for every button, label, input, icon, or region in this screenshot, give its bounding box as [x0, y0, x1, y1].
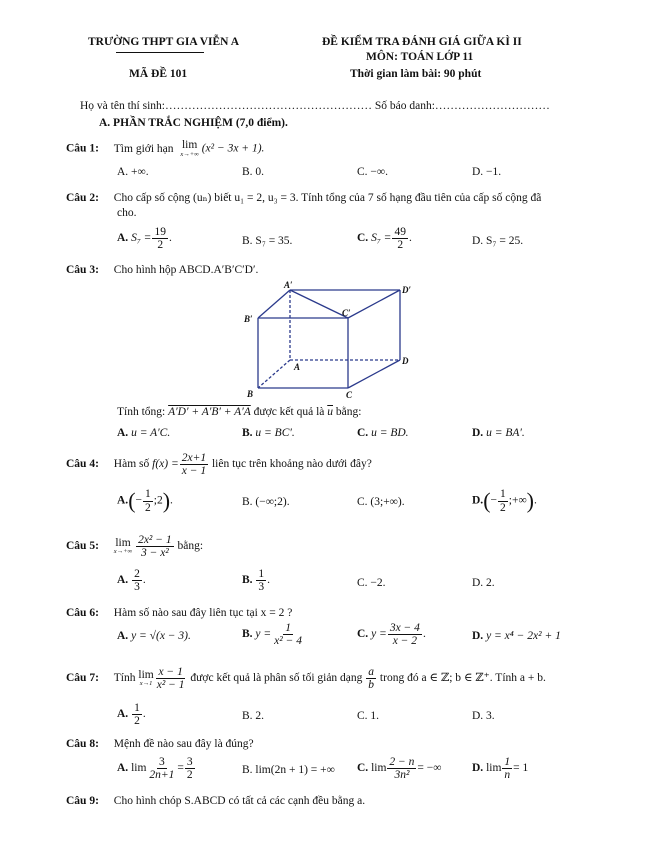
exam-code: MÃ ĐỀ 101: [129, 68, 188, 80]
question-text: Mệnh đề nào sau đây là đúng?: [113, 738, 254, 750]
section-title: A. PHẦN TRẮC NGHIỆM (7,0 điểm).: [99, 117, 288, 129]
vertex-label: D′: [402, 285, 412, 295]
q6-option-c[interactable]: C. y = $\frac{3x - 4}{x - 2}$ .: [357, 622, 426, 648]
option-letter: B.: [242, 574, 253, 587]
fraction-num: 1: [285, 622, 291, 634]
interval-tail: ;+∞: [508, 494, 527, 507]
option-letter: C.: [357, 628, 369, 641]
limit-op: lim: [371, 762, 387, 775]
option-value: y = x⁴ − 2x² + 1: [486, 630, 561, 642]
option-value: u = BC′.: [255, 427, 295, 439]
fraction-num: x − 1: [158, 666, 183, 678]
fraction-num: 2: [134, 568, 140, 580]
option-value: u = BA′.: [486, 427, 525, 439]
vector-sum: A′D′ + A′B′ + A′A: [168, 406, 251, 418]
fraction-num: 2 − n: [389, 756, 415, 768]
fraction-den: x² − 1: [156, 679, 185, 692]
fraction: [136, 534, 174, 559]
fraction-den: 2: [500, 501, 506, 514]
q8-option-a[interactable]: [117, 756, 196, 781]
question-text-mid: được kết quả là phân số tối giản dạng: [190, 672, 363, 685]
fraction-den: 2: [134, 715, 140, 728]
fraction-num: 2x² − 1: [138, 534, 172, 546]
question-text: Hàm số nào sau đây liên tục tại x = 2 ?: [113, 607, 293, 619]
limit-op: lim: [115, 536, 131, 549]
question-label: Câu 9:: [66, 795, 99, 807]
option-letter: C.: [357, 427, 369, 439]
option-letter: D.: [472, 427, 484, 439]
option-letter: A.: [117, 574, 129, 587]
option-lhs: S₇ =: [371, 232, 392, 245]
fraction: [132, 702, 142, 727]
q5-option-b[interactable]: B. $\frac{1}{3}$ .: [242, 568, 271, 594]
option-letter: D.: [472, 630, 484, 642]
interval-tail: ;2: [153, 494, 163, 507]
q7-option-d[interactable]: D. 3.: [472, 710, 495, 722]
q6-option-d[interactable]: [472, 630, 561, 642]
fraction: [272, 622, 304, 647]
parallelepiped-figure: [230, 280, 430, 402]
limit-op: lim: [131, 762, 147, 775]
question-text: Tính: [113, 672, 136, 685]
option-value: u = A′C.: [131, 427, 171, 439]
option-letter: A.: [117, 494, 129, 507]
q4-option-a[interactable]: A.(− $\frac{1}{2}$ ;2).: [117, 488, 173, 514]
fraction: [502, 756, 512, 781]
header-divider: [116, 52, 204, 53]
subject: MÔN: TOÁN LỚP 11: [366, 51, 474, 63]
fraction-num: 3x − 4: [389, 622, 420, 634]
fraction-den: 2n+1: [149, 769, 175, 782]
limit: [138, 670, 153, 688]
question-text-tail: trong đó a ∈ ℤ; b ∈ ℤ⁺. Tính a + b.: [379, 672, 546, 685]
question-4: [66, 452, 372, 477]
question-text: Hàm số: [113, 458, 150, 471]
fraction-den: 3: [134, 581, 140, 594]
fraction-den: n: [504, 769, 511, 782]
q2-option-d[interactable]: D. S₇ = 25.: [472, 235, 524, 247]
vertex-label: A: [294, 362, 301, 372]
limit-expression: (x² − 3x + 1).: [201, 142, 265, 155]
option-lhs: y =: [371, 628, 387, 641]
q7-option-b[interactable]: B. 2.: [242, 710, 265, 722]
q3-option-b[interactable]: [242, 427, 295, 439]
q8-option-b[interactable]: B. lim(2n + 1) = +∞: [242, 764, 335, 776]
question-3: [66, 264, 258, 276]
fraction: [155, 666, 187, 691]
question-text: Cho hình hộp ABCD.A′B′C′D′.: [113, 264, 259, 276]
question-label: Câu 8:: [66, 738, 99, 750]
edge-diag: [290, 290, 348, 318]
limit-sub: x→+∞: [180, 150, 199, 158]
option-letter: D.: [472, 762, 484, 775]
option-letter: A.: [117, 762, 129, 775]
limit: [114, 538, 132, 556]
fraction-num: 19: [154, 226, 166, 238]
fraction-den: 2: [397, 239, 404, 252]
limit-op: lim: [181, 139, 198, 151]
vector-u: $\overline{u}$: [327, 406, 333, 418]
vertex-label: B′: [244, 314, 253, 324]
q7-option-c[interactable]: C. 1.: [357, 710, 380, 722]
question-text: Cho cấp số cộng (uₙ) biết u₁ = 2, u₃ = 3. Tính tổng của 7 số hạng đầu tiên của cấp số cộng đã: [113, 192, 542, 204]
q1-option-b[interactable]: B. 0.: [242, 166, 265, 178]
function-lhs: f(x) =: [152, 458, 179, 471]
fraction-num: 1: [134, 702, 140, 714]
question-6: [66, 607, 292, 619]
fraction: [387, 756, 416, 781]
option-letter: A.: [117, 708, 129, 721]
q8-option-c[interactable]: [357, 756, 441, 781]
limit-op: lim: [138, 668, 154, 681]
q5-option-d[interactable]: D. 2.: [472, 577, 495, 589]
fraction: [256, 568, 266, 593]
option-value: u = BD.: [371, 427, 409, 439]
question-label: Câu 2:: [66, 192, 99, 204]
fraction-num: a: [368, 666, 375, 678]
option-letter: A.: [117, 630, 129, 642]
question-label: Câu 1:: [66, 142, 99, 155]
q1-option-d[interactable]: D. −1.: [472, 166, 502, 178]
option-letter: A.: [117, 427, 129, 439]
q3-option-d[interactable]: [472, 427, 525, 439]
fraction: [132, 568, 142, 593]
question-label: Câu 3:: [66, 264, 99, 276]
fraction-den: x − 1: [181, 465, 207, 478]
option-letter: C.: [357, 232, 369, 245]
paren: (: [483, 488, 491, 513]
q3-option-c[interactable]: [357, 427, 409, 439]
fraction-den: 3 − x²: [140, 547, 169, 560]
fraction: [388, 622, 422, 647]
fraction: [143, 488, 153, 513]
question-text: Tìm giới hạn: [113, 142, 174, 155]
fraction: [180, 452, 208, 477]
question-7: [66, 666, 546, 691]
question-1: [66, 140, 264, 158]
question-label: Câu 4:: [66, 458, 99, 471]
limit: [180, 140, 198, 158]
fraction-num: 2x+1: [181, 452, 207, 464]
fraction: [152, 226, 168, 251]
fraction: [498, 488, 508, 513]
paren: ): [162, 488, 171, 513]
limit-sub: x→1: [139, 680, 153, 688]
limit-op: lim: [486, 762, 502, 775]
paren: ): [526, 488, 534, 513]
vertex-label: A′: [284, 280, 293, 290]
question-label: Câu 5:: [66, 540, 99, 553]
vertex-label: B: [247, 389, 254, 399]
q6-option-b[interactable]: [242, 622, 305, 647]
option-letter: B.: [242, 427, 253, 439]
exam-title: ĐỀ KIỂM TRA ĐÁNH GIÁ GIỮA KÌ II: [322, 36, 522, 48]
fraction: [147, 756, 176, 781]
limit-tail: = 1: [513, 762, 529, 775]
question-text-tail: liên tục trên khoảng nào dưới đây?: [211, 458, 372, 471]
sum-result-text: được kết quả là: [253, 406, 325, 418]
fraction-num: 3: [159, 756, 165, 768]
fraction-den: 3n²: [394, 769, 410, 782]
option-lhs: y =: [255, 628, 272, 641]
question-label: Câu 7:: [66, 672, 99, 685]
student-info-line: Họ và tên thí sinh:……………………………………………… Số báo danh:…………………………: [80, 100, 550, 112]
q2-option-b[interactable]: B. S₇ = 35.: [242, 235, 293, 247]
question-3-sum: [117, 406, 361, 418]
paren: (: [128, 488, 136, 513]
limit-sub: x→+∞: [113, 548, 133, 556]
fraction: [366, 666, 376, 691]
fraction-num: 49: [394, 226, 406, 238]
question-2: [66, 190, 541, 204]
option-letter: D.: [472, 494, 484, 507]
question-5: [66, 534, 203, 559]
q1-option-a[interactable]: A. +∞.: [117, 166, 149, 178]
q2-option-c[interactable]: C. S₇ = $\frac{49}{2}$ .: [357, 226, 412, 252]
fraction-den: 2: [157, 239, 164, 252]
equals: =: [177, 762, 184, 775]
q1-option-c[interactable]: C. −∞.: [357, 166, 388, 178]
option-value: y = √(x − 3).: [131, 630, 191, 642]
q5-option-a[interactable]: A. $\frac{2}{3}$ .: [117, 568, 146, 594]
q4-option-d[interactable]: D.(− $\frac{1}{2}$ ;+∞).: [472, 488, 537, 514]
fraction-num: 1: [500, 488, 506, 501]
exam-time: Thời gian làm bài: 90 phút: [350, 68, 482, 80]
fraction-den: 2: [186, 769, 193, 782]
fraction-den: 3: [258, 581, 265, 594]
q6-option-a[interactable]: [117, 630, 191, 642]
vertex-label: C: [346, 390, 353, 400]
sum-label: Tính tổng:: [117, 406, 166, 418]
question-8: [66, 738, 254, 750]
school-name: TRƯỜNG THPT GIA VIỄN A: [88, 36, 240, 48]
q3-option-a[interactable]: [117, 427, 170, 439]
vertex-label: C′: [342, 308, 351, 318]
question-text: Cho hình chóp S.ABCD có tất cả các cạnh đều bằng a.: [113, 795, 366, 807]
limit-tail: = −∞: [417, 762, 442, 775]
fraction-den: x − 2: [392, 635, 418, 648]
q4-option-b[interactable]: B. (−∞;2).: [242, 496, 290, 508]
option-letter: A.: [117, 232, 129, 245]
question-2-cont: cho.: [117, 207, 137, 219]
option-letter: B.: [242, 628, 253, 641]
fraction: [392, 226, 408, 251]
q4-option-c[interactable]: C. (3;+∞).: [357, 496, 405, 508]
edge-dc: [348, 290, 400, 318]
fraction-den: 2: [145, 501, 151, 514]
question-9: [66, 795, 365, 807]
fraction: [185, 756, 195, 781]
q5-option-c[interactable]: C. −2.: [357, 577, 386, 589]
q2-option-a[interactable]: A. S₇ = $\frac{19}{2}$ .: [117, 226, 172, 252]
sum-tail: bằng:: [335, 406, 362, 418]
fraction-num: 1: [258, 568, 265, 580]
q7-option-a[interactable]: A. $\frac{1}{2}$ .: [117, 702, 146, 728]
option-lhs: S₇ =: [131, 232, 152, 245]
edge-cd-bottom: [348, 360, 400, 388]
edge-ab: [258, 290, 290, 318]
question-text: bằng:: [177, 540, 204, 553]
hidden-edge-ab: [258, 360, 290, 388]
fraction-den: b: [368, 679, 375, 692]
q8-option-d[interactable]: [472, 756, 528, 781]
fraction-num: 1: [145, 488, 151, 501]
question-label: Câu 6:: [66, 607, 99, 619]
fraction-num: 3: [186, 756, 193, 768]
fraction-num: 1: [504, 756, 511, 768]
vertex-label: D: [402, 356, 409, 366]
fraction-den: x² − 4: [274, 635, 302, 648]
option-letter: C.: [357, 762, 369, 775]
